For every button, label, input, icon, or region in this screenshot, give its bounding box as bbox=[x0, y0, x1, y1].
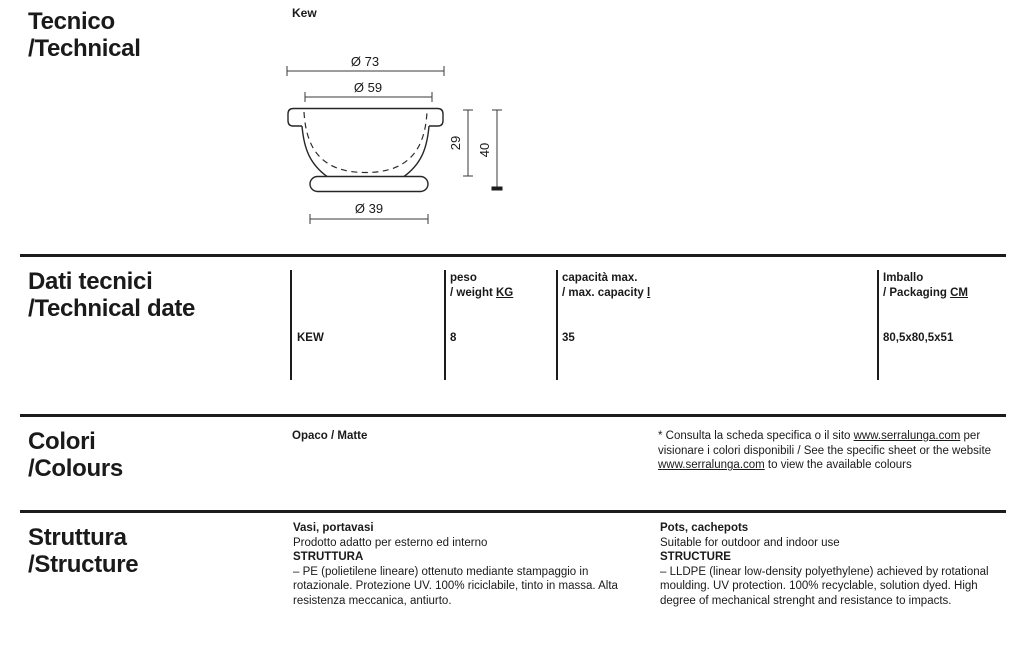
colours-note bbox=[658, 429, 1006, 473]
column-header-packaging: Imballo / Packaging CM bbox=[883, 272, 968, 299]
section-divider-2 bbox=[20, 414, 1006, 417]
note-text: to view the available colours bbox=[764, 459, 912, 472]
dim-label-29: 29 bbox=[448, 135, 463, 151]
table-divider bbox=[444, 270, 446, 380]
row-packaging-value: 80,5x80,5x51 bbox=[883, 332, 954, 344]
unit-kg: KG bbox=[496, 286, 514, 299]
structure-it-heading: Vasi, portavasi bbox=[293, 522, 374, 534]
structure-en-body: – LLDPE (linear low-density polyethylene) achieved by rotational moulding. UV protection. 100% recyclable, solution dyed. High degree of mechanical strenght and resistance to impacts. bbox=[660, 565, 989, 607]
table-divider bbox=[877, 270, 879, 380]
table-divider bbox=[556, 270, 558, 380]
dim-label-39: Ø 39 bbox=[354, 201, 384, 216]
serralunga-link[interactable]: www.serralunga.com bbox=[658, 459, 765, 472]
section-title-line1: Tecnico bbox=[28, 8, 115, 35]
section-title-line2: /Colours bbox=[28, 455, 123, 482]
bowl-inner-wall-dashed bbox=[304, 112, 427, 173]
structure-text-english bbox=[660, 521, 1008, 609]
section-title-technical bbox=[28, 8, 141, 62]
dim-label-59: Ø 59 bbox=[353, 80, 383, 95]
dim-label-73: Ø 73 bbox=[350, 54, 380, 69]
structure-it-line: Prodotto adatto per esterno ed interno bbox=[293, 536, 488, 549]
section-divider-1 bbox=[20, 254, 1006, 257]
note-text: per visionare i colori disponibili / See the specific sheet or the website bbox=[658, 430, 992, 457]
structure-en-heading: Pots, cachepots bbox=[660, 522, 749, 534]
bowl-left-wall bbox=[302, 126, 327, 177]
unit-cm: CM bbox=[950, 286, 968, 299]
section-title-line1: Dati tecnici bbox=[28, 268, 153, 295]
section-title-structure bbox=[28, 524, 138, 578]
row-capacity-value: 35 bbox=[562, 332, 575, 344]
serralunga-link[interactable]: www.serralunga.com bbox=[853, 430, 961, 442]
section-divider-3 bbox=[20, 510, 1006, 513]
section-title-line2: /Structure bbox=[28, 551, 139, 578]
section-title-line2: /Technical date bbox=[28, 295, 196, 322]
structure-en-label: STRUCTURE bbox=[660, 551, 731, 564]
column-header-capacity: capacità max. / max. capacity l bbox=[562, 272, 651, 299]
product-name: Kew bbox=[292, 6, 317, 20]
bowl-right-wall bbox=[404, 126, 429, 177]
section-title-colours bbox=[28, 428, 123, 482]
structure-en-line: Suitable for outdoor and indoor use bbox=[660, 536, 840, 549]
row-weight-value: 8 bbox=[450, 332, 457, 344]
bowl-base bbox=[310, 177, 428, 192]
bowl-rim-outline bbox=[288, 109, 443, 127]
unit-litres: l bbox=[647, 286, 651, 299]
technical-drawing bbox=[280, 52, 520, 230]
section-title-line1: Colori bbox=[28, 428, 96, 455]
dimension-line-29 bbox=[463, 110, 473, 176]
structure-it-body: – PE (polietilene lineare) ottenuto mediante stampaggio in rotazionale. Protezione UV. 100% riciclabile, tinto in massa. Alta resistenza meccanica, antiurto. bbox=[293, 565, 618, 607]
finish-value: Opaco / Matte bbox=[292, 430, 368, 442]
structure-it-label: STRUTTURA bbox=[293, 551, 364, 564]
section-title-line2: /Technical bbox=[28, 35, 141, 62]
dim-label-40: 40 bbox=[477, 142, 492, 158]
structure-text-italian bbox=[293, 521, 641, 609]
table-divider bbox=[290, 270, 292, 380]
column-header-weight: peso / weight KG bbox=[450, 272, 514, 299]
note-text: * Consulta la scheda specifica o il sito bbox=[658, 430, 854, 442]
dimension-line-40 bbox=[492, 110, 503, 191]
section-title-technical-data bbox=[28, 268, 195, 322]
section-title-line1: Struttura bbox=[28, 524, 127, 551]
row-product-name: KEW bbox=[297, 332, 324, 344]
